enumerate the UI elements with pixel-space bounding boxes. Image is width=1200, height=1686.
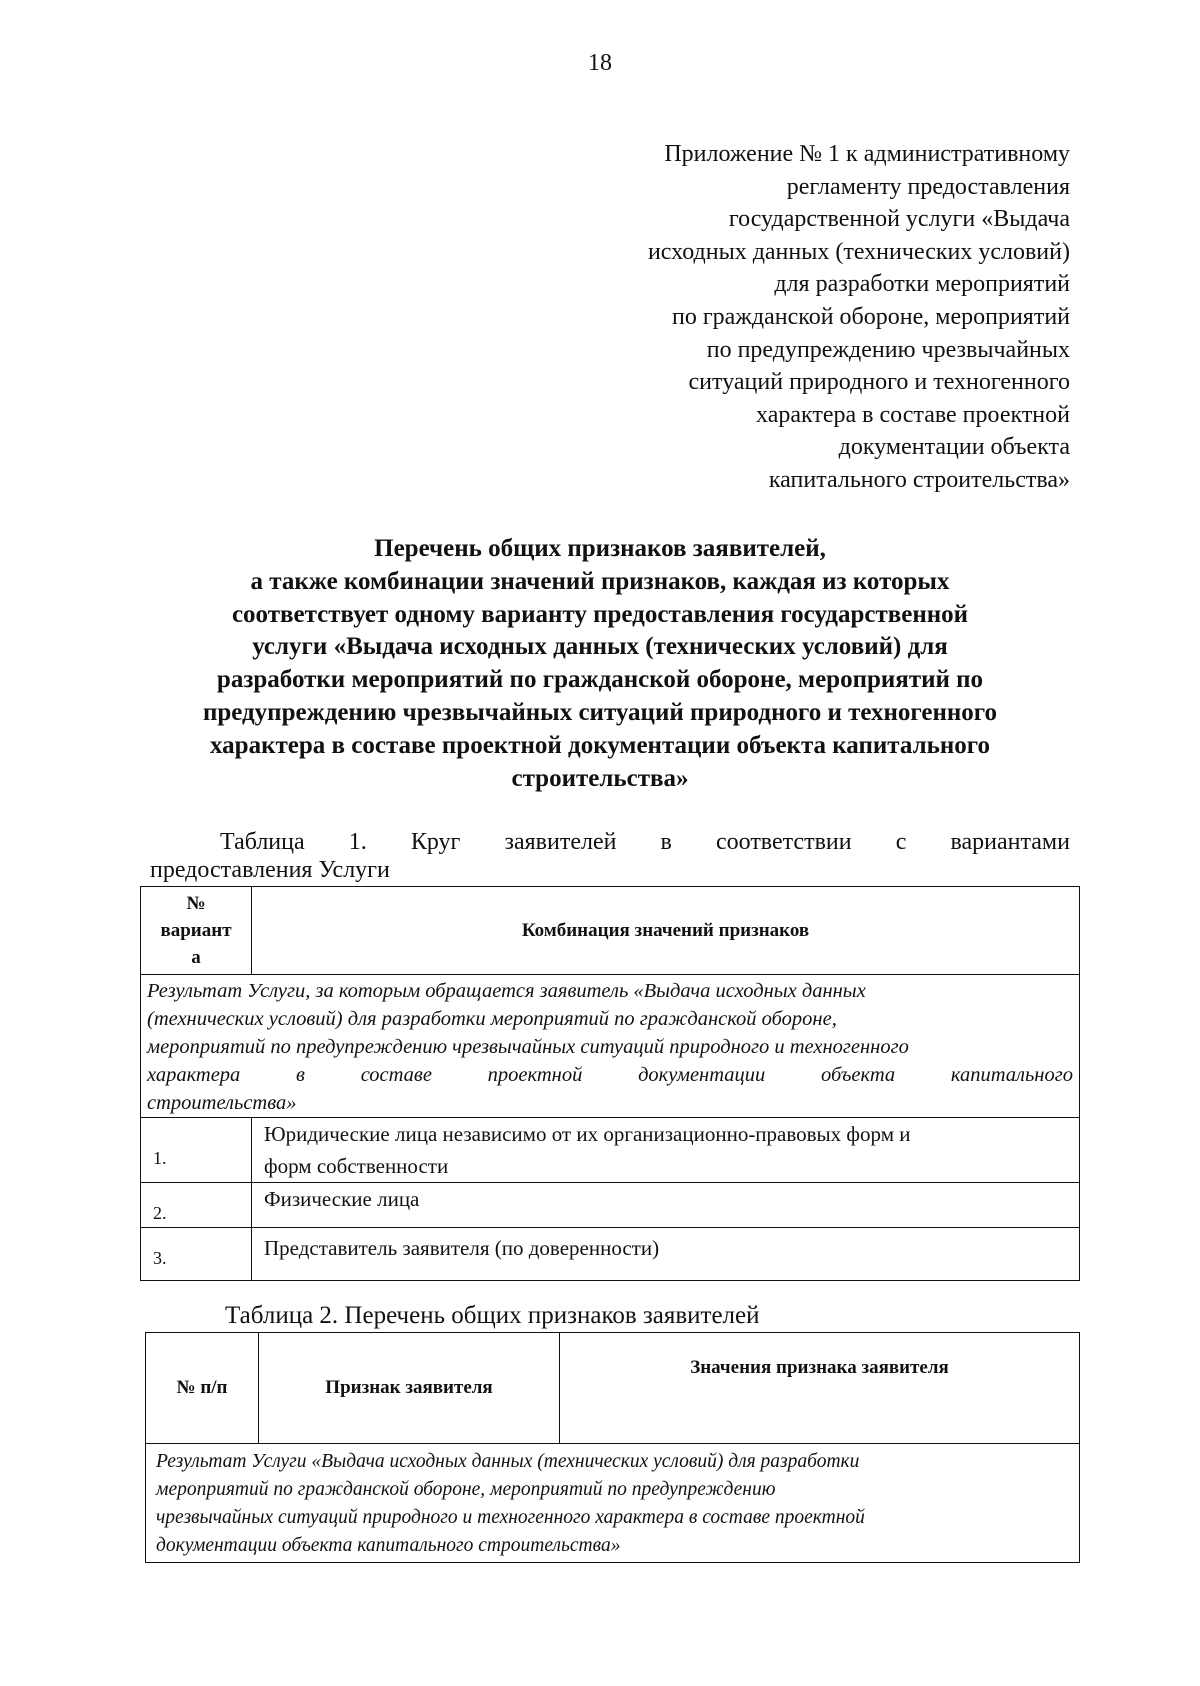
- caption-line-2: предоставления Услуги: [150, 857, 390, 883]
- title-line: строительства»: [511, 764, 689, 792]
- title-line: соответствует одному варианту предоставления государственной: [231, 600, 969, 628]
- caption-word: 1.: [348, 829, 367, 855]
- caption-word: вариантами: [950, 829, 1070, 855]
- header-number: № п/п: [146, 1333, 259, 1444]
- header-attribute-values: Значения признака заявителя: [560, 1333, 1080, 1444]
- caption-word: заявителей: [504, 829, 617, 855]
- table2: [145, 1332, 1080, 1563]
- caption-word: соответствии: [715, 829, 852, 855]
- header-combination: Комбинация значений признаков: [252, 887, 1080, 975]
- caption-word: Таблица: [220, 829, 305, 855]
- appendix-line: исходных данных (технических условий): [647, 238, 1070, 265]
- row-number: 1.: [141, 1118, 252, 1183]
- caption-word: Круг: [410, 829, 461, 855]
- caption-word: в: [660, 829, 672, 855]
- title-line: а также комбинации значений признаков, каждая из которых: [250, 567, 950, 595]
- row-value: Представитель заявителя (по доверенности): [252, 1228, 1080, 1281]
- table-row: [141, 1183, 1080, 1228]
- title-line: услуги «Выдача исходных данных (технических условий) для: [252, 633, 948, 661]
- appendix-line: по гражданской обороне, мероприятий: [671, 303, 1070, 330]
- table-header-row: [146, 1333, 1080, 1444]
- result-cell: Результат Услуги, за которым обращается заявитель «Выдача исходных данных (технических условий) для разработки мероприятий по гражданской обороне, мероприятий по предупреждению чрезвычайных ситуаций природного и техногенного характера в составе проектной документации объекта капитального строительства»: [141, 975, 1080, 1118]
- table1: [140, 886, 1080, 1281]
- caption-word: с: [895, 829, 907, 855]
- table-row: [141, 1228, 1080, 1281]
- appendix-line: по предупреждению чрезвычайных: [706, 336, 1070, 363]
- result-cell: Результат Услуги «Выдача исходных данных (технических условий) для разработки мероприятий по гражданской обороне, мероприятий по предупреждению чрезвычайных ситуаций природного и техногенного характера в составе проектной документации объекта капитального строительства»: [146, 1444, 1080, 1563]
- appendix-line: Приложение № 1 к административному: [664, 141, 1070, 167]
- appendix-header: [510, 138, 1070, 497]
- appendix-line: ситуаций природного и техногенного: [688, 369, 1070, 396]
- result-row: [141, 975, 1080, 1118]
- table1-caption: [150, 828, 1070, 884]
- appendix-line: характера в составе проектной: [756, 401, 1070, 428]
- title-line: Перечень общих признаков заявителей,: [374, 535, 826, 562]
- document-title: [120, 533, 1080, 795]
- header-attribute: Признак заявителя: [259, 1333, 560, 1444]
- header-variant-number: № вариант а: [141, 887, 252, 975]
- title-line: характера в составе проектной документации объекта капитального: [210, 731, 990, 759]
- appendix-line: для разработки мероприятий: [774, 271, 1070, 298]
- table-row: [141, 1118, 1080, 1183]
- table2-caption: Таблица 2. Перечень общих признаков заявителей: [225, 1302, 760, 1329]
- title-line: разработки мероприятий по гражданской обороне, мероприятий по: [216, 666, 984, 694]
- row-number: 3.: [141, 1228, 252, 1281]
- row-value: Физические лица: [252, 1183, 1080, 1228]
- table-header-row: [141, 887, 1080, 975]
- appendix-line: документации объекта: [838, 434, 1070, 461]
- appendix-line: государственной услуги «Выдача: [728, 206, 1070, 233]
- row-value: Юридические лица независимо от их организационно-правовых форм и форм собственности: [252, 1118, 1080, 1183]
- appendix-line: регламенту предоставления: [786, 173, 1070, 200]
- appendix-line: капитального строительства»: [768, 466, 1070, 493]
- page-number: 18: [588, 50, 612, 76]
- title-line: предупреждению чрезвычайных ситуаций природного и техногенного: [202, 698, 998, 726]
- row-number: 2.: [141, 1183, 252, 1228]
- result-row: [146, 1444, 1080, 1563]
